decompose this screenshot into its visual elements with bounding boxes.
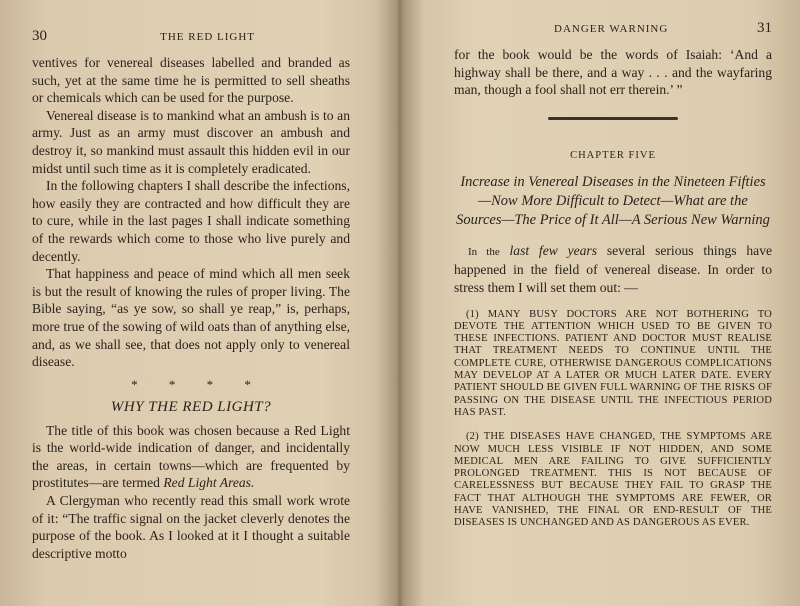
paragraph-text: The title of this book was chosen because a Red Light is the world-wide indication of danger, and incidentally the areas, in certain towns—which are frequented by prostitutes—are termed — [32, 422, 350, 491]
left-page-number: 30 — [32, 28, 47, 44]
right-page — [400, 0, 800, 606]
italic-phrase: last few years — [509, 242, 598, 258]
paragraph-text: several serious things have happened in the field of venereal disease. In order to stress them I will set them out: — — [454, 242, 773, 295]
item-number: (2) — [466, 431, 479, 443]
paragraph — [454, 242, 772, 297]
paragraph: That happiness and peace of mind which all men seek is but the result of knowing the rules of proper living. The Bible saying, “as ye sow, so shall ye reap,” is, perhaps, more true of the sowing of wild oats than of anything else, and, as we shall see, that does not apply only to venereal disease. — [32, 266, 350, 370]
paragraph: In the following chapters I shall describe the infections, how easily they are contracted and how difficult they are to cure, while in the last pages I shall indicate something of the rewards which come to those who live purely and decently. — [32, 178, 350, 264]
left-running-title: THE RED LIGHT — [160, 31, 255, 43]
paragraph: Venereal disease is to mankind what an ambush is to an army. Just as an army must discover an ambush and destroy it, so mankind must assault this hidden evil in our midst until such time as it is completely eradicated. — [32, 107, 350, 176]
item-text: THE DISEASES HAVE CHANGED, THE SYMPTOMS ARE NOW MUCH LESS VISIBLE IF NOT HIDDEN, AND SOME MEDICAL MEN ARE FAILING TO GIVE SUFFICIENTLY PROLONGED TREATMENT. THIS IS NOT BECAUSE OF CARELESSNESS BUT BECAUSE THEY FAIL TO GRASP THE FACT THAT ALTHOUGH THE SYMPTOMS ARE FEWER, OR HAVE VANISHED, THE FINAL OR END-RESULT OF THE DISEASES IS UNCHANGED AND AS DANGEROUS AS EVER. — [454, 431, 772, 529]
paragraph: A Clergyman who recently read this small work wrote of it: “The traffic signal on the jacket cleverly denotes the purpose of the book. As I looked at it I thought a suitable descriptive motto — [32, 493, 350, 561]
numbered-item — [454, 431, 772, 529]
item-number: (1) — [466, 308, 479, 320]
numbered-item — [454, 309, 772, 420]
paragraph: for the book would be the words of Isaiah: ‘And a highway shall be there, and a way . . . and the wayfaring man, though a fool shall not err therein.’ ” — [454, 47, 772, 98]
paragraph — [32, 422, 350, 492]
lead-in-small-caps: In the — [468, 245, 500, 258]
section-title: WHY THE RED LIGHT? — [110, 398, 272, 415]
paragraph: ventives for venereal diseases labelled and branded as such, yet at the same time he is permitted to sell sheaths or chemicals which can be used for the purpose. — [32, 55, 350, 106]
italic-term: Red Light Areas. — [163, 475, 255, 491]
chapter-title: Increase in Venereal Diseases in the Nineteen Fifties—Now More Difficult to Detect—What are the Sources—The Price of It All—A Serious New Warning — [456, 173, 770, 228]
chapter-label: CHAPTER FIVE — [570, 149, 656, 161]
right-running-title: DANGER WARNING — [554, 23, 669, 35]
left-page-header — [32, 28, 350, 54]
section-separator: * * * * — [131, 376, 265, 392]
item-text: MANY BUSY DOCTORS ARE NOT BOTHERING TO DEVOTE THE ATTENTION WHICH USED TO BE GIVEN TO THESE INFECTIONS. PATIENT AND DOCTOR MUST REALISE THAT TREATMENT NEEDS TO CONTINUE UNTIL THE COMPLETE CURE, OTHERWISE DANGEROUS COMPLICATIONS MAY DEVELOP AT A LATER OR MUCH LATER DATE. EVERY PATIENT SHOULD BE GIVEN FULL WARNING OF THE RISKS OF PASSING ON THE DISEASE UNTIL THE INFECTIOUS PERIOD HAS PAST. — [454, 308, 772, 418]
right-page-number: 31 — [757, 20, 772, 36]
right-page-header — [454, 20, 772, 46]
chapter-divider-rule — [548, 117, 678, 120]
